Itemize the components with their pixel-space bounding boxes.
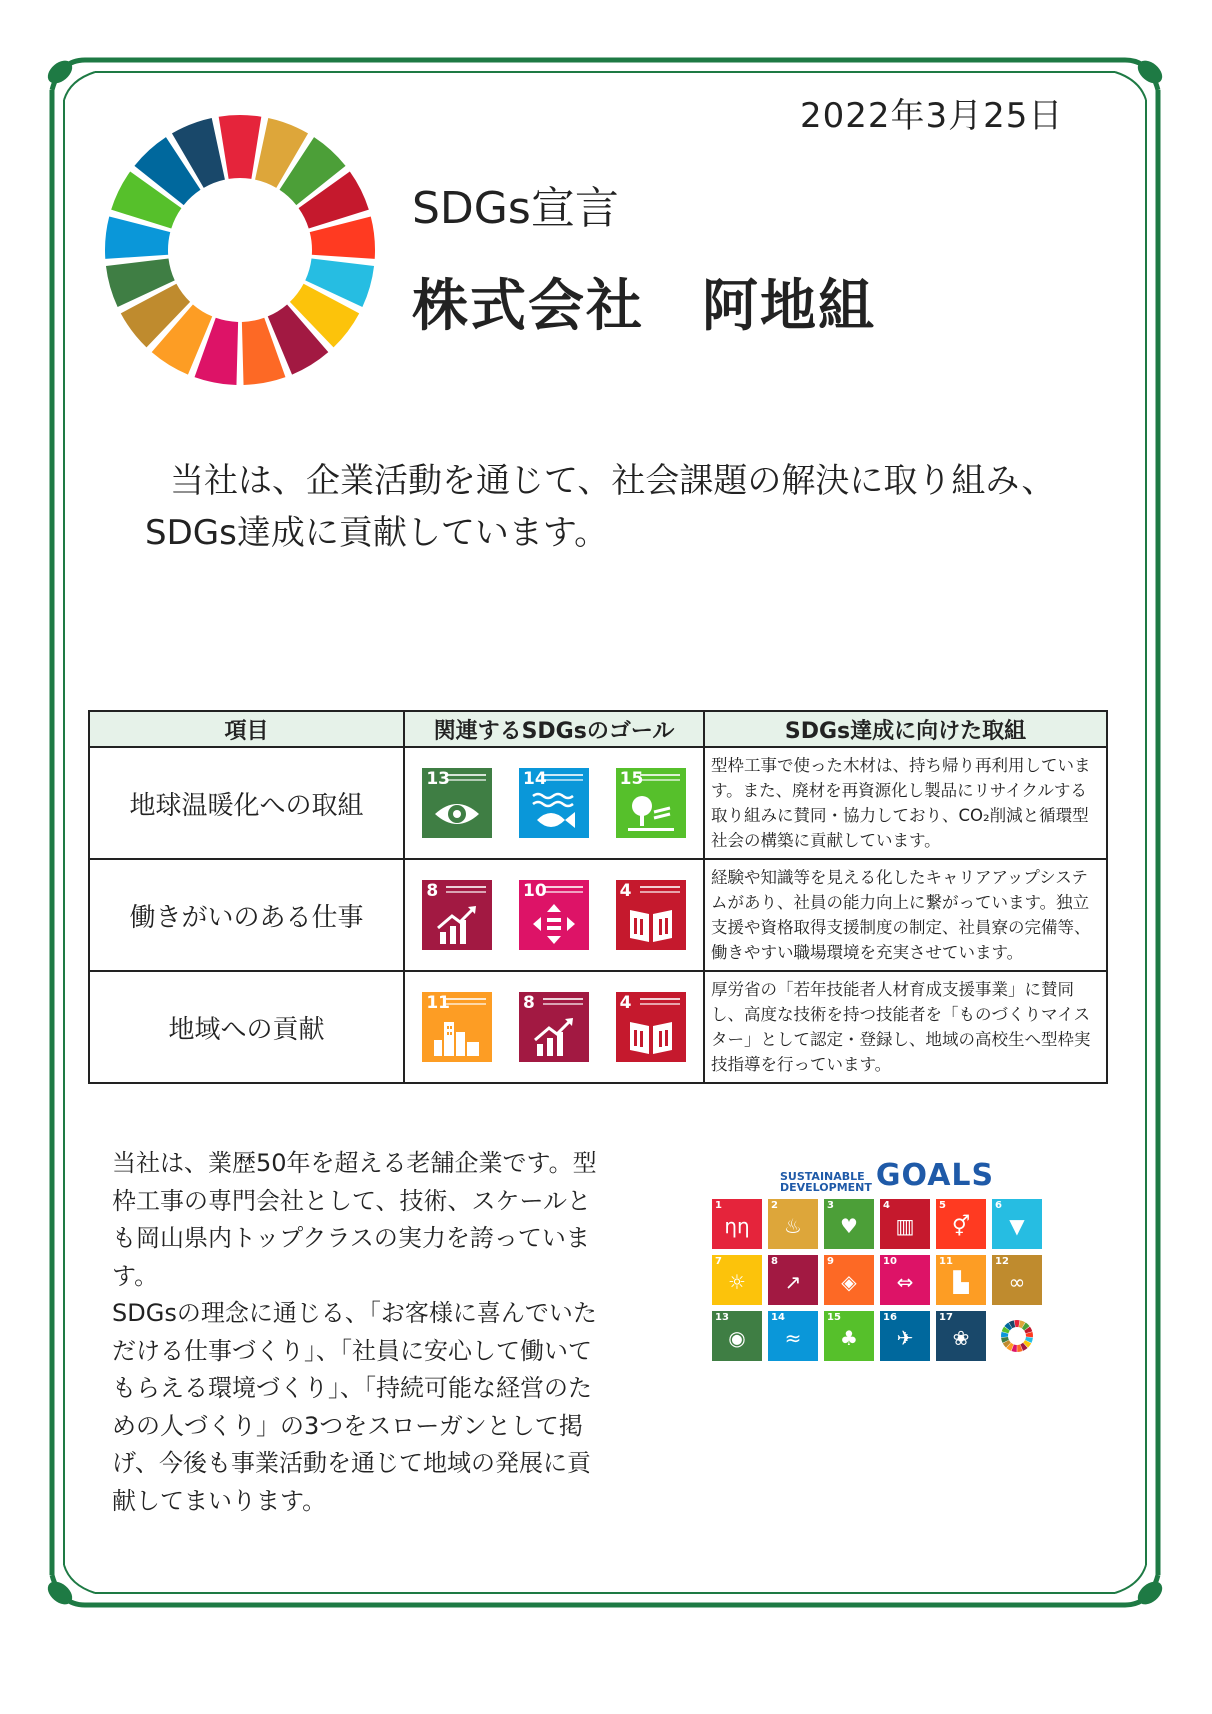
row-action: 型枠工事で使った木材は、持ち帰り再利用しています。また、廃材を再資源化し製品にリサイクルする取り組みに賛同・協力しており、CO₂削減と循環型社会の構築に貢献しています。 [704, 747, 1107, 859]
table-row [89, 747, 1107, 859]
goal-tile-15 [824, 1311, 874, 1361]
goal-tile-2 [768, 1199, 818, 1249]
intro-statement [145, 455, 1075, 559]
logo-development: DEVELOPMENT [780, 1181, 872, 1194]
goal-tile-number: 14 [771, 1312, 785, 1323]
sdgs-goals-table [88, 710, 1108, 1084]
goal-13-icon: 13 [422, 768, 492, 838]
description-paragraph-1: 当社は、業歴50年を超える老舗企業です。型枠工事の専門会社として、技術、スケールとも岡山県内トップクラスの実力を誇っています。 [112, 1149, 597, 1290]
goal-tile-17 [936, 1311, 986, 1361]
sdgs-goals-logo [780, 1158, 994, 1193]
sdgs-goal-grid [712, 1199, 1042, 1361]
header-goals: 関連するSDGsのゴール [404, 711, 704, 747]
header-actions: SDGs達成に向けた取組 [704, 711, 1107, 747]
table-row [89, 859, 1107, 971]
goal-tile-16 [880, 1311, 930, 1361]
goal-15-icon: 15 [616, 768, 686, 838]
goal-tile-number: 4 [883, 1200, 890, 1211]
row-action: 経験や知識等を見える化したキャリアアップシステムがあり、社員の能力向上に繋がっています。独立支援や資格取得支援制度の制定、社員寮の完備等、働きやすい職場環境を充実させています。 [704, 859, 1107, 971]
goal-tile-icon: ▥ [895, 1214, 915, 1238]
goal-tile-14 [768, 1311, 818, 1361]
goal-tile-icon: ❀ [952, 1326, 970, 1350]
goal-tile-icon: ▙ [953, 1270, 969, 1294]
wheel-segment-1 [219, 115, 262, 179]
goal-tile-icon: ◈ [841, 1270, 857, 1294]
goal-tile-3 [824, 1199, 874, 1249]
table-row [89, 971, 1107, 1083]
goal-tile-icon: ▼ [1009, 1214, 1025, 1238]
row-action: 厚労省の「若年技能者人材育成支援事業」に賛同し、高度な技術を持つ技能者を「ものづくりマイスター」として認定・登録し、地域の高校生へ型枠実技指導を行っています。 [704, 971, 1107, 1083]
goal-tile-icon: ∞ [1008, 1270, 1026, 1294]
goal-tile-number: 7 [715, 1256, 722, 1267]
goal-tile-icon: ⚥ [951, 1214, 971, 1238]
goal-tile-5 [936, 1199, 986, 1249]
intro-line-2: SDGs達成に貢献しています。 [145, 513, 609, 553]
goal-tile-number: 9 [827, 1256, 834, 1267]
goal-tile-12 [992, 1255, 1042, 1305]
goal-tile-number: 2 [771, 1200, 778, 1211]
goal-10-icon: 10 [519, 880, 589, 950]
goal-4-icon: 4 [616, 880, 686, 950]
goal-tile-4 [880, 1199, 930, 1249]
goal-tile-icon: ◉ [728, 1326, 746, 1350]
goal-tile-icon: ⇔ [896, 1270, 914, 1294]
header-item: 項目 [89, 711, 404, 747]
goal-tile-icon: ♨ [784, 1214, 802, 1238]
goal-tile-icon: ✈ [896, 1326, 914, 1350]
goal-tile-number: 8 [771, 1256, 778, 1267]
row-item: 地球温暖化への取組 [89, 747, 404, 859]
goal-tile-icon: ♥ [840, 1214, 858, 1238]
goal-11-icon: 11 [422, 992, 492, 1062]
goal-tile-7 [712, 1255, 762, 1305]
intro-line-1: 当社は、企業活動を通じて、社会課題の解決に取り組み、 [170, 461, 1056, 501]
goal-tile-8 [768, 1255, 818, 1305]
goal-tile-10 [880, 1255, 930, 1305]
description-paragraph-2: SDGsの理念に通じる、「お客様に喜んでいただける仕事づくり」、「社員に安心して働いてもらえる環境づくり」、「持続可能な経営のための人づくり」の3つをスローガンとして掲げ、今後も事業活動を通じて地域の発展に貢献してまいります。 [112, 1299, 597, 1515]
company-name: 株式会社 阿地組 [412, 274, 876, 339]
goal-tile-icon: ♣ [840, 1326, 858, 1350]
declaration-title: SDGs宣言 [412, 183, 619, 234]
goal-tile-number: 17 [939, 1312, 953, 1323]
company-description [92, 1145, 612, 1520]
goal-tile-number: 5 [939, 1200, 946, 1211]
logo-sustainable: SUSTAINABLE [780, 1170, 865, 1183]
goal-tile-13 [712, 1311, 762, 1361]
table-header-row [89, 711, 1107, 747]
goal-8-icon: 8 [519, 992, 589, 1062]
document-date: 2022年3月25日 [800, 96, 1064, 136]
row-goals [404, 859, 704, 971]
row-goals [404, 971, 704, 1083]
goal-4-icon: 4 [616, 992, 686, 1062]
goal-tile-number: 15 [827, 1312, 841, 1323]
goal-tile-number: 16 [883, 1312, 897, 1323]
sdgs-mini-wheel-icon [992, 1311, 1042, 1361]
logo-goals: GOALS [875, 1158, 995, 1193]
goal-tile-9 [824, 1255, 874, 1305]
goal-tile-number: 1 [715, 1200, 722, 1211]
goal-14-icon: 14 [519, 768, 589, 838]
goal-tile-6 [992, 1199, 1042, 1249]
goal-tile-number: 11 [939, 1256, 953, 1267]
sdgs-wheel-icon [100, 110, 380, 390]
goal-tile-number: 3 [827, 1200, 834, 1211]
goal-tile-11 [936, 1255, 986, 1305]
row-item: 働きがいのある仕事 [89, 859, 404, 971]
goal-8-icon: 8 [422, 880, 492, 950]
goal-tile-icon: ☼ [728, 1270, 746, 1294]
goal-tile-1 [712, 1199, 762, 1249]
goal-tile-icon: ↗ [784, 1270, 802, 1294]
wheel-segment-1 [1014, 1320, 1019, 1327]
row-goals [404, 747, 704, 859]
goal-tile-number: 6 [995, 1200, 1002, 1211]
row-item: 地域への貢献 [89, 971, 404, 1083]
goal-tile-number: 12 [995, 1256, 1009, 1267]
goal-tile-icon: ≈ [784, 1326, 802, 1350]
goal-tile-number: 10 [883, 1256, 897, 1267]
goal-tile-icon: ηη [724, 1214, 750, 1238]
goal-tile-number: 13 [715, 1312, 729, 1323]
